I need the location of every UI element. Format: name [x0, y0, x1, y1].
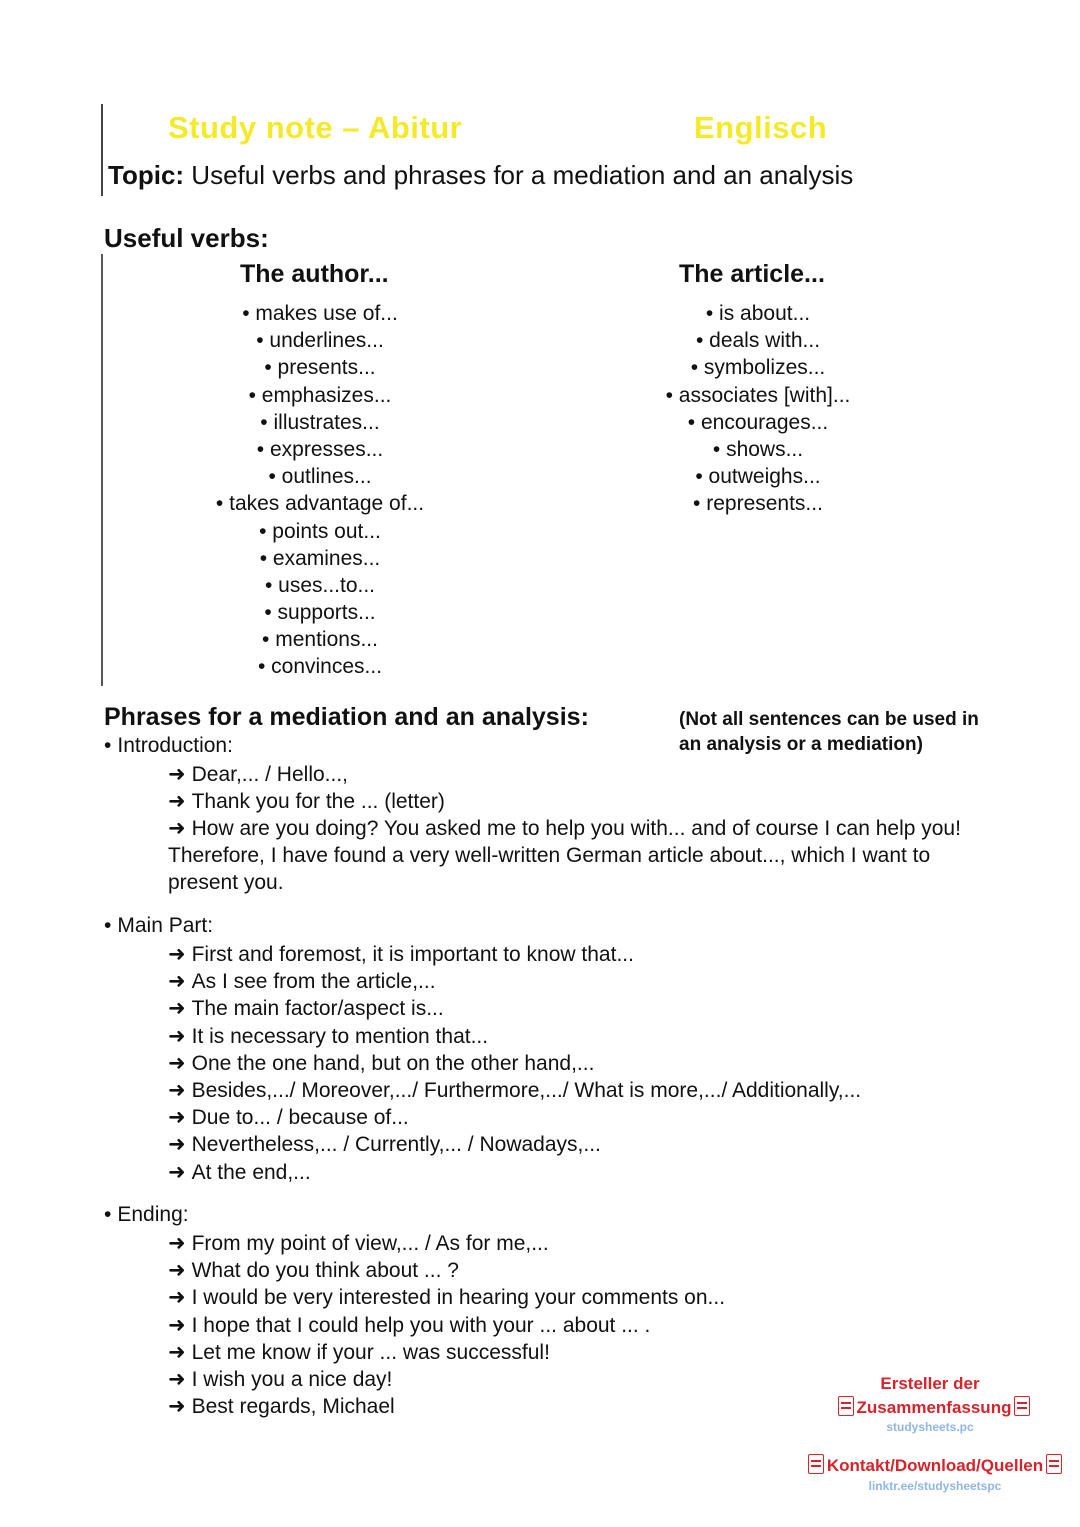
phrases-heading: Phrases for a mediation and an analysis:: [104, 703, 589, 731]
list-item: • presents...: [264, 356, 376, 380]
list-item: • points out...: [259, 519, 381, 543]
topic-text: Useful verbs and phrases for a mediation and an analysis: [184, 160, 854, 190]
list-item: ➜ First and foremost, it is important to know that...: [168, 943, 634, 966]
creator-handle: studysheets.pc: [886, 1420, 974, 1434]
document-icon: [808, 1454, 824, 1474]
list-item: ➜ Let me know if your ... was successful!: [168, 1340, 550, 1364]
author-column-heading: The author...: [240, 260, 389, 288]
list-item: • outlines...: [268, 465, 372, 489]
list-item: ➜ What do you think about ... ?: [168, 1259, 459, 1283]
list-item: ➜ I wish you a nice day!: [168, 1368, 393, 1392]
list-item: • illustrates...: [260, 410, 380, 434]
list-item: • encourages...: [687, 410, 829, 434]
list-item: ➜ As I see from the article,...: [168, 970, 436, 994]
header-divider: [101, 104, 103, 196]
arrow-icon: ➜: [168, 943, 186, 966]
list-item: ➜ Due to... / because of...: [168, 1106, 409, 1130]
arrow-icon: ➜: [168, 1340, 186, 1364]
list-item: • expresses...: [256, 437, 384, 461]
contact-link[interactable]: linktr.ee/studysheetspc: [868, 1479, 1002, 1493]
arrow-icon: ➜: [168, 1313, 186, 1337]
list-item: ➜ It is necessary to mention that...: [168, 1024, 489, 1048]
arrow-icon: ➜: [168, 1106, 186, 1130]
list-item: • is about...: [705, 302, 811, 325]
arrow-icon: ➜: [168, 1160, 186, 1184]
list-item: • associates [with]...: [665, 383, 851, 407]
list-item: • makes use of...: [242, 302, 398, 325]
article-column-heading: The article...: [679, 260, 825, 288]
arrow-icon: ➜: [168, 1024, 186, 1048]
section-label: Main Part:: [117, 914, 214, 937]
list-item: ➜ Best regards, Michael: [168, 1395, 395, 1419]
list-item: ➜ I would be very interested in hearing your comments on...: [168, 1286, 726, 1310]
verbs-divider: [101, 254, 103, 686]
list-item: • mentions...: [262, 628, 378, 652]
list-item: • supports...: [264, 601, 376, 625]
list-item: • deals with...: [695, 329, 821, 353]
topic-label: Topic:: [108, 160, 185, 190]
list-item: • uses...to...: [264, 573, 376, 597]
arrow-icon: ➜: [168, 1079, 186, 1103]
arrow-icon: ➜: [168, 1368, 186, 1392]
arrow-icon: ➜: [168, 1259, 186, 1283]
phrases-note: (Not all sentences can be used in an analysis or a mediation): [679, 709, 979, 755]
section-label: Introduction:: [117, 734, 233, 757]
list-item: ➜ Besides,.../ Moreover,.../ Furthermore,.../ What is more,.../ Additionally,...: [168, 1079, 862, 1103]
document-icon: [1014, 1396, 1030, 1416]
list-item: • represents...: [693, 492, 823, 516]
author-verb-list: [170, 300, 470, 681]
section-introduction: [104, 734, 233, 758]
document-icon: [1046, 1454, 1062, 1474]
list-item: ➜ Nevertheless,... / Currently,... / Nowadays,...: [168, 1133, 601, 1157]
arrow-icon: ➜: [168, 970, 186, 994]
bullet-icon: •: [104, 914, 112, 937]
bullet-icon: •: [104, 734, 112, 757]
list-item: ➜ Thank you for the ... (letter): [168, 790, 445, 814]
arrow-icon: ➜: [168, 997, 186, 1021]
article-verb-list: [608, 300, 908, 518]
list-item: ➜ From my point of view,... / As for me,...: [168, 1232, 549, 1255]
list-item: • outweighs...: [695, 465, 821, 489]
list-item: • convinces...: [257, 655, 383, 679]
section-ending: [104, 1203, 189, 1227]
arrow-icon: ➜: [168, 1232, 186, 1255]
document-icon: [838, 1396, 854, 1416]
contact-label: Kontakt/Download/Quellen: [826, 1456, 1044, 1475]
arrow-icon: ➜: [168, 1395, 186, 1419]
arrow-icon: ➜: [168, 763, 186, 786]
contact-badge: [796, 1454, 1074, 1476]
list-item: ➜ At the end,...: [168, 1160, 311, 1184]
ending-list: [168, 1230, 725, 1420]
creator-name: Zusammenfassung: [856, 1398, 1012, 1417]
list-item: ➜ One the one hand, but on the other hand,...: [168, 1051, 595, 1075]
subject-title: Englisch: [694, 110, 828, 145]
arrow-icon: ➜: [168, 817, 186, 840]
arrow-icon: ➜: [168, 1286, 186, 1310]
arrow-icon: ➜: [168, 1133, 186, 1157]
list-item: ➜ I hope that I could help you with your ... about ... .: [168, 1313, 651, 1337]
list-item: • shows...: [712, 437, 804, 461]
list-item: • examines...: [259, 546, 381, 570]
list-item: ➜ Dear,... / Hello...,: [168, 763, 349, 786]
topic-line: [108, 160, 853, 191]
list-item: • takes advantage of...: [215, 492, 425, 516]
section-label: Ending:: [117, 1203, 189, 1226]
note-title: Study note – Abitur: [168, 110, 463, 145]
arrow-icon: ➜: [168, 1051, 186, 1075]
introduction-list: [168, 761, 445, 815]
list-item: ➜ The main factor/aspect is...: [168, 997, 444, 1021]
arrow-icon: ➜: [168, 790, 186, 814]
creator-label: Ersteller der: [880, 1374, 980, 1393]
list-item: • symbolizes...: [690, 356, 826, 380]
main-part-list: [168, 941, 861, 1186]
introduction-paragraph: ➜ How are you doing? You asked me to help you with... and of course I can help you! Therefore, I have found a very well-written German article about..., which I want to present you.: [168, 817, 961, 895]
verbs-heading: Useful verbs:: [104, 223, 269, 253]
creator-badge: [824, 1396, 1044, 1418]
bullet-icon: •: [104, 1203, 112, 1226]
list-item: • emphasizes...: [248, 383, 392, 407]
list-item: • underlines...: [256, 329, 384, 353]
section-main-part: [104, 914, 213, 938]
